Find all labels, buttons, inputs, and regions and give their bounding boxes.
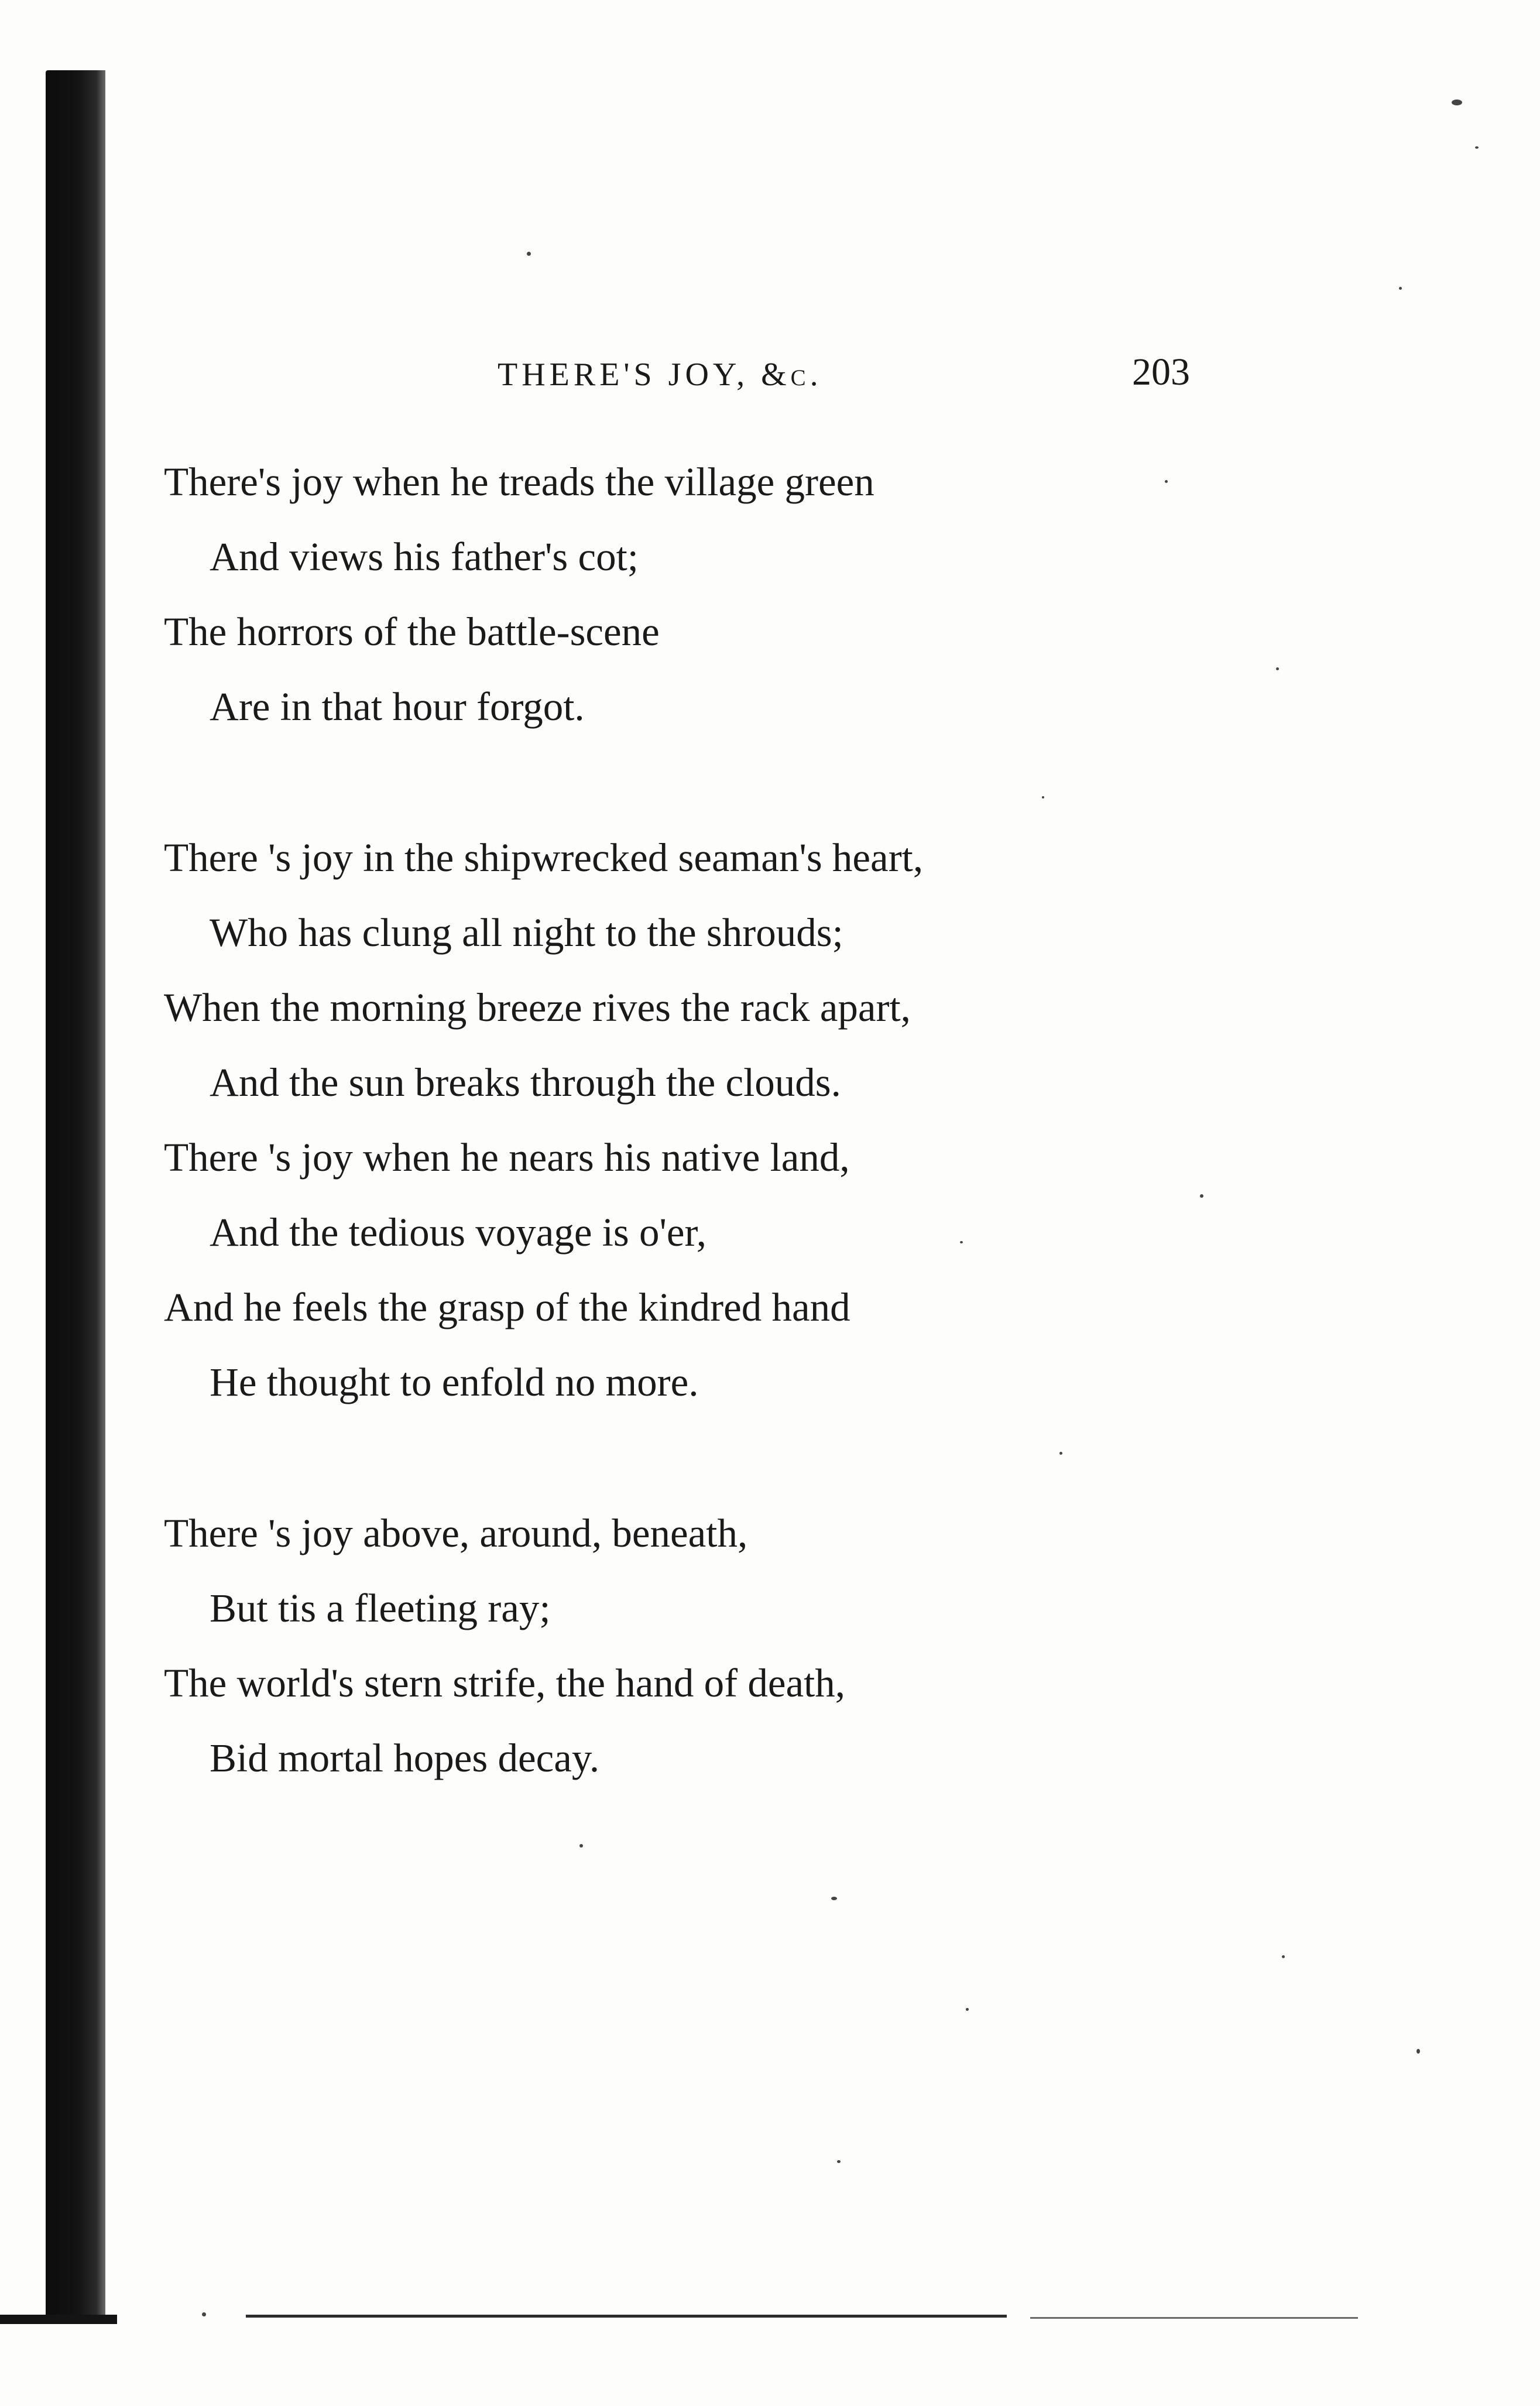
poem-line: He thought to enfold no more. <box>210 1360 699 1404</box>
poem-line: There 's joy when he nears his native land, <box>164 1135 850 1180</box>
poem-line: The world's stern strife, the hand of death, <box>164 1661 846 1705</box>
poem-line: And the tedious voyage is o'er, <box>210 1210 706 1255</box>
poem-line: When the morning breeze rives the rack apart, <box>164 985 911 1030</box>
poem-line: Who has clung all night to the shrouds; <box>210 910 843 955</box>
poem-line: The horrors of the battle-scene <box>164 609 660 654</box>
poem-line: And he feels the grasp of the kindred hand <box>164 1285 850 1329</box>
poem-line: And the sun breaks through the clouds. <box>210 1060 841 1105</box>
poem-line: There 's joy in the shipwrecked seaman's heart, <box>164 835 924 880</box>
poem-line: There 's joy above, around, beneath, <box>164 1511 748 1555</box>
poem-line: Are in that hour forgot. <box>210 684 585 729</box>
poem-line: There's joy when he treads the village green <box>164 460 874 504</box>
poem-line: And views his father's cot; <box>210 534 639 579</box>
page-number: 203 <box>1132 351 1190 393</box>
poem-line: But tis a fleeting ray; <box>210 1586 551 1630</box>
running-head: THERE'S JOY, &c. <box>498 357 822 393</box>
poem-line: Bid mortal hopes decay. <box>210 1736 600 1780</box>
